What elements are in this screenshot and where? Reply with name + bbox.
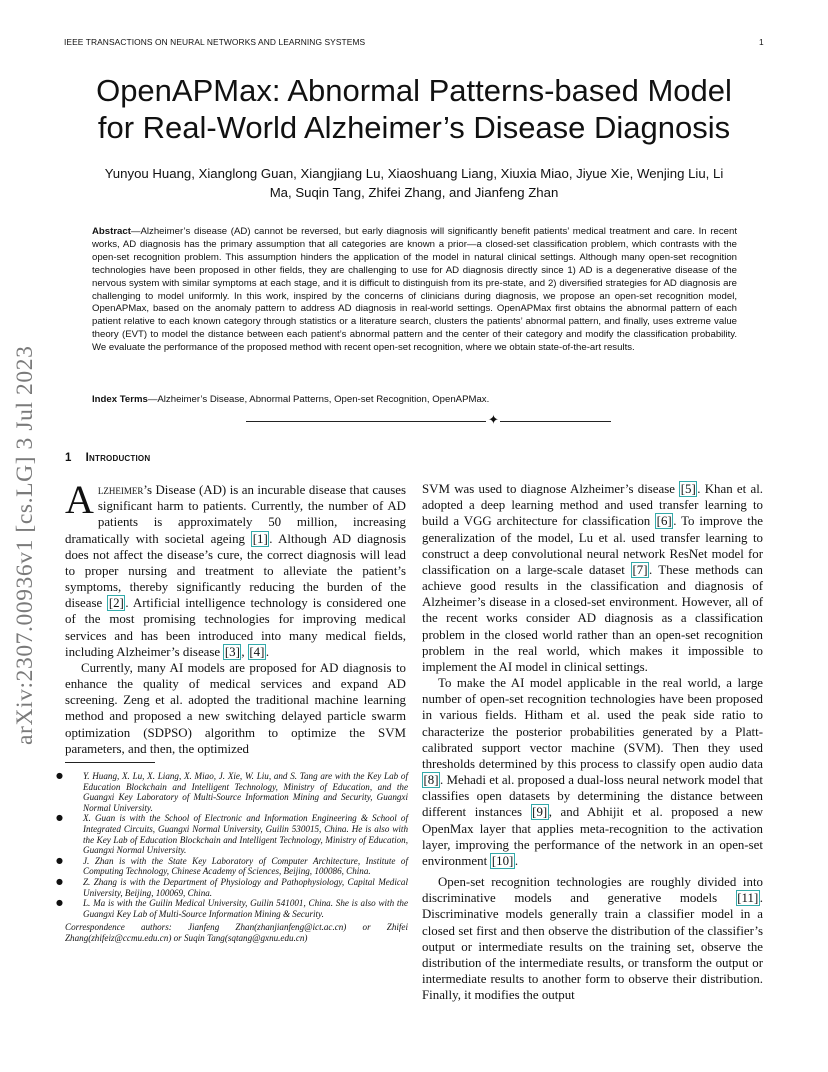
title-line-1: OpenAPMax: Abnormal Patterns-based Model (96, 73, 732, 108)
running-header: IEEE TRANSACTIONS ON NEURAL NETWORKS AND LEARNING SYSTEMS (64, 37, 366, 47)
separator-rule-left (246, 421, 486, 422)
citation-link[interactable]: [7] (632, 562, 648, 577)
citation-link[interactable]: [10] (491, 853, 514, 868)
footnote-text: J. Zhan is with the State Key Laboratory of Computer Architecture, Institute of Computing Technology, Chinese Academy of Sciences, Beijing, 100086, China. (83, 855, 408, 877)
page-number: 1 (759, 37, 764, 47)
citation-link[interactable]: [3] (224, 644, 240, 659)
index-terms (92, 394, 737, 405)
left-column (65, 477, 407, 757)
footnote-text: Z. Zhang is with the Department of Physiology and Pathophysiology, Capital Medical University, Beijing, 100069, China. (83, 876, 408, 898)
citation-link[interactable]: [11] (737, 891, 759, 906)
text-run: ’s Disease (AD) is an incurable disease that causes significant harm to patients. Currently, the number of AD patients is approximately 50 million, increasing dramatically with societal ageing (65, 483, 406, 546)
text-run: . To improve the generalization of the model, Lu et al. used transfer learning to construct a deep convolutional neural network ResNet model for classification on a large-scale dataset (422, 514, 763, 577)
text-run: . Discriminative models generally train a classifier model in a closed set first and then observe the distribution of the classifier’s output or intermediate results on the training set, observe the distribution of the intermediate results, or transform the output or intermediate results to another form to observe their distribution. Finally, it modifies the output (422, 891, 763, 1003)
intro-paragraph-5 (422, 874, 763, 1003)
footnote-item (52, 856, 408, 877)
footnote-item (52, 771, 408, 813)
bullet-icon: ● (56, 876, 63, 886)
text-run: . (514, 853, 519, 868)
text-run: . Although AD diagnosis does not affect the disease’s cure, the correct diagnosis will lead to proper nursing and treatment to alleviate the patient’s symptoms, thereby significantly reducing the burden of the disease (65, 531, 407, 611)
citation-link[interactable]: [2] (108, 596, 124, 611)
abstract (92, 226, 737, 355)
citation-link[interactable]: [1] (252, 531, 268, 546)
title-line-2: for Real-World Alzheimer’s Disease Diagnosis (97, 110, 731, 145)
footnote-item (52, 898, 408, 919)
text-run: , and Abhijit et al. proposed a new OpenMax layer that applies meta-recognition to the activation layer, improving the performance of the network in an open-set environment (422, 805, 763, 868)
drop-cap: A (65, 477, 94, 522)
drop-cap-continuation: lzheimer (97, 483, 144, 497)
citation-link[interactable]: [6] (656, 514, 672, 529)
text-run: . Khan et al. adopted a deep learning method and used transfer learning to build a VGG architecture for classification (422, 482, 763, 529)
correspondence-note: Correspondence authors: Jianfeng Zhan(zhanjianfeng@ict.ac.cn) or Zhifei Zhang(zhifeiz@ccmu.edu.cn) or Suqin Tang(sqtang@gxnu.edu.cn) (65, 922, 408, 943)
index-terms-text: —Alzheimer’s Disease, Abnormal Patterns, Open-set Recognition, OpenAPMax. (147, 394, 490, 405)
citation-link[interactable]: [9] (532, 805, 548, 820)
text-run: SVM was used to diagnose Alzheimer’s disease (422, 482, 680, 496)
text-run: . (265, 644, 270, 659)
text-run: To make the AI model applicable in the real world, a large number of open-set recognition technologies have been proposed in various fields. Hitham et al. used the peak side ratio to characterize the posterior probabilities generated by a Platt-calibrated support vector machine (SVM). Then they used thresholds determined by this process to classify open audio data (422, 676, 763, 771)
intro-paragraph-4 (422, 675, 763, 869)
footnote-text: L. Ma is with the Guilin Medical University, Guilin 541001, China. She is also with the Guangxi Key Lab of Multi-Source Information Mining & Security. (83, 898, 408, 919)
text-run: . Mehadi et al. proposed a dual-loss neural network model that classifies open datasets by determining the distance between different instances (422, 773, 763, 820)
bullet-icon: ● (56, 771, 63, 780)
section-number: 1 (65, 452, 72, 464)
intro-paragraph-2: Currently, many AI models are proposed for AD diagnosis to enhance the quality of medical services and expand AD screening. Zeng et al. adopted the traditional machine learning method and proposed a new switching delayed particle swarm optimization (SDPSO) algorithm to optimize the SVM parameters, and then, the optimized (65, 660, 406, 756)
right-column (422, 481, 763, 1004)
section-heading (65, 452, 150, 464)
separator-diamond-icon: ✦ (488, 413, 499, 428)
text-run: . These methods can achieve good results in the classification and diagnosis of Alzheimer’s disease in a closed-set environment. However, all of the recent works consider AD diagnosis as a classification problem in the closed world rather than an open-set recognition problem in the real world, which makes it impossible to implement the AI model in clinical settings. (422, 562, 763, 674)
bullet-icon: ● (56, 813, 63, 823)
bullet-icon: ● (56, 855, 63, 865)
index-terms-label: Index Terms (92, 394, 148, 405)
authors-line-2: Ma, Suqin Tang, Zhifei Zhang, and Jianfeng Zhan (269, 185, 559, 200)
citation-link[interactable]: [4] (249, 644, 265, 659)
abstract-text: —Alzheimer’s disease (AD) cannot be reversed, but early diagnosis will significantly benefit patients’ medical treatment and care. In recent works, AD diagnosis has the primary assumption that all categories are known a prior—a closed-set classification problem, which contrasts with the open-set recognition problem. This assumption hinders the application of the model in natural clinical settings. Although many open-set recognition technologies have been proposed in other fields, they are challenging to use for AD diagnosis directly since 1) AD is a degenerative disease of the nervous system with similar symptoms at each stage, and it is difficult to distinguish from its pre-state, and 2) diversified strategies for AD diagnosis are challenging to model uniformly. In this work, inspired by the concerns of clinicians during diagnosis, we propose an open-set recognition model, OpenAPMax, based on the anomaly pattern to address AD diagnosis in real-world settings. OpenAPMax first obtains the abnormal pattern of each patient relative to each known category through statistics or a literature search, clusters the patients’ abnormal pattern, and finally, uses extreme value theory (EVT) to model the distance between each patient’s abnormal pattern and the center of their category and modify the classification probability. We evaluate the performance of the proposed method with recent open-set recognition, where we obtain state-of-the-art results. (92, 226, 737, 354)
separator-rule-right (500, 421, 611, 422)
arxiv-identifier: arXiv:2307.00936v1 [cs.LG] 3 Jul 2023 (12, 345, 38, 745)
bullet-icon: ● (56, 898, 63, 908)
footnote-text: X. Guan is with the School of Electronic and Information Engineering & School of Integrated Circuits, Guangxi Normal University, Guilin 530015, China. He is also with the Key Lab of Education Blockchain and Intelligent Technology, Ministry of Education, Guangxi Normal University. (83, 813, 408, 856)
text-run: . Artificial intelligence technology is considered one of the most promising technologies for improving medical services and has been introduced into many medical fields, including Alzheimer’s disease (65, 596, 407, 659)
authors-line-1: Yunyou Huang, Xianglong Guan, Xiangjiang Lu, Xiaoshuang Liang, Xiuxia Miao, Jiyue Xie, Wenjing Liu, Li (104, 166, 724, 181)
intro-paragraph-3 (422, 481, 763, 675)
footnote-rule (65, 762, 155, 763)
author-list (60, 164, 768, 202)
abstract-label: Abstract (92, 226, 131, 237)
footnote-text: Y. Huang, X. Lu, X. Liang, X. Miao, J. Xie, W. Liu, and S. Tang are with the Key Lab of Education Blockchain and Intelligent Technology, Ministry of Education, and the Guangxi Key Laboratory of Multi-Source Information Mining and Security, Guangxi Normal University. (83, 771, 408, 813)
citation-link[interactable]: [8] (423, 773, 439, 788)
intro-paragraph-1 (65, 477, 407, 660)
section-title: Introduction (85, 452, 151, 464)
text-run: Open-set recognition technologies are roughly divided into discriminative models and generative models (422, 875, 763, 906)
footnote-item (52, 813, 408, 855)
footnote-list (52, 771, 408, 944)
text-run: , (241, 644, 248, 659)
footnote-item (52, 877, 408, 898)
citation-link[interactable]: [5] (680, 482, 696, 496)
paper-title (66, 72, 762, 146)
